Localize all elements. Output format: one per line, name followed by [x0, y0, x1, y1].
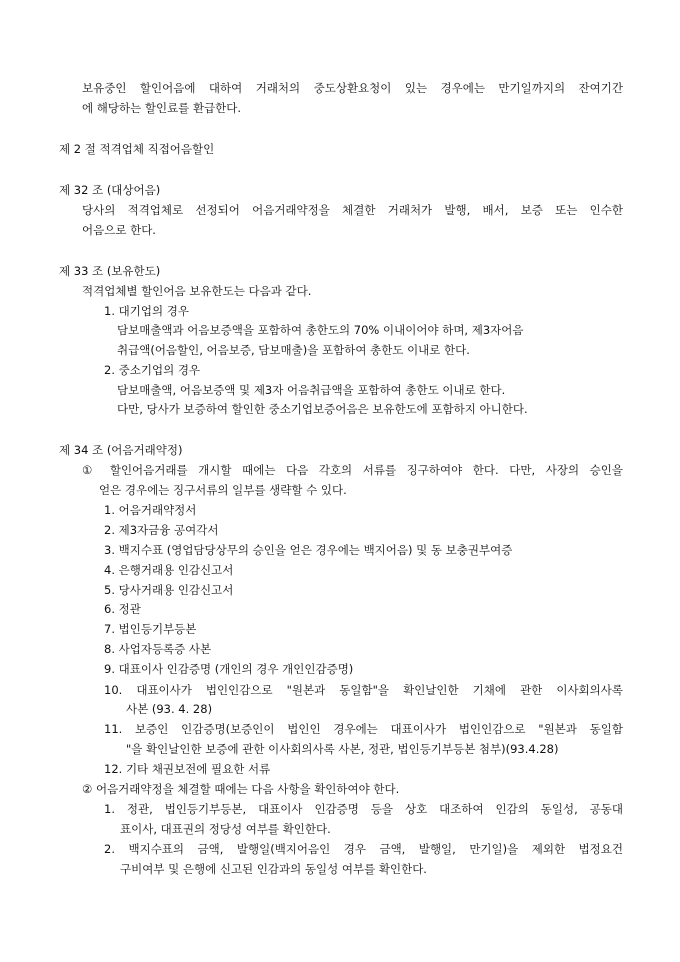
- intro-line-1: 보유중인 할인어음에 대하여 거래처의 중도상환요청이 있는 경우에는 만기일까지의 잔여기간: [82, 81, 623, 95]
- article-33-item-1-line-1: 담보매출액과 어음보증액을 포함하여 총한도의 70% 이내이어야 하며, 제3자어음: [117, 323, 524, 337]
- list-item: 12. 기타 채권보전에 필요한 서류: [104, 762, 271, 776]
- list-item: 3. 백지수표 (영업담당상무의 승인을 얻은 경우에는 백지어음) 및 동 보충권부여증: [104, 543, 513, 557]
- article-32-line-2: 어음으로 한다.: [82, 223, 156, 237]
- intro-line-2: 에 해당하는 할인료를 환급한다.: [82, 101, 242, 115]
- article-34-para-2-item-1-line-1: 1. 정관, 법인등기부등본, 대표이사 인감증명 등을 상호 대조하여 인감의 동일성, 공동대: [104, 802, 623, 816]
- list-item: 10. 대표이사가 법인인감으로 "원본과 동일함"을 확인날인한 기채에 관한 이사회의사록: [104, 683, 623, 697]
- article-34-title: 제 34 조 (어음거래약정): [59, 443, 183, 457]
- article-34-para-2-title: ② 어음거래약정을 체결할 때에는 다음 사항을 확인하여야 한다.: [82, 782, 400, 796]
- list-item: 7. 법인등기부등본: [104, 622, 197, 636]
- article-32-line-1: 당사의 적격업체로 선정되어 어음거래약정을 체결한 거래처가 발행, 배서, 보증 또는 인수한: [82, 203, 623, 217]
- article-33-item-2-line-2: 다만, 당사가 보증하여 할인한 중소기업보증어음은 보유한도에 포함하지 아니한다.: [117, 402, 528, 416]
- list-item: 4. 은행거래용 인감신고서: [104, 563, 234, 577]
- article-33-title: 제 33 조 (보유한도): [59, 264, 161, 278]
- article-33-item-2-line-1: 담보매출액, 어음보증액 및 제3자 어음취급액을 포함하여 총한도 이내로 한다.: [117, 383, 506, 397]
- article-34-para-1-line-2: 얻은 경우에는 징구서류의 일부를 생략할 수 있다.: [99, 483, 347, 497]
- article-33-item-1-title: 1. 대기업의 경우: [104, 304, 189, 318]
- article-34-para-2-item-1-line-2: 표이사, 대표권의 정당성 여부를 확인한다.: [120, 822, 331, 836]
- list-item: 11. 보증인 인감증명(보증인이 법인인 경우에는 대표이사가 법인인감으로 "원본과 동일함: [104, 722, 623, 736]
- list-item-continuation: "을 확인날인한 보증에 관한 이사회의사록 사본, 정관, 법인등기부등본 첨부)(93.4.28): [126, 742, 559, 756]
- article-34-para-1-line-1: ① 할인어음거래를 개시할 때에는 다음 각호의 서류를 징구하여야 한다. 다만, 사장의 승인을: [82, 463, 623, 477]
- list-item-continuation: 사본 (93. 4. 28): [126, 702, 213, 716]
- section-heading: 제 2 절 적격업체 직접어음할인: [59, 142, 215, 156]
- article-32-title: 제 32 조 (대상어음): [59, 183, 161, 197]
- article-34-para-2-item-2-line-2: 구비여부 및 은행에 신고된 인감과의 동일성 여부를 확인한다.: [120, 862, 427, 876]
- article-33-intro: 적격업체별 할인어음 보유한도는 다음과 같다.: [82, 284, 312, 298]
- article-34-para-2-item-2-line-1: 2. 백지수표의 금액, 발행일(백지어음인 경우 금액, 발행일, 만기일)을 제외한 법정요건: [104, 842, 623, 856]
- article-33-item-1-line-2: 취급액(어음할인, 어음보증, 담보매출)을 포함하여 총한도 이내로 한다.: [117, 343, 470, 357]
- list-item: 5. 당사거래용 인감신고서: [104, 583, 234, 597]
- list-item: 2. 제3자금융 공여각서: [104, 523, 219, 537]
- article-33-item-2-title: 2. 중소기업의 경우: [104, 363, 201, 377]
- list-item: 6. 정관: [104, 602, 141, 616]
- list-item: 8. 사업자등록증 사본: [104, 642, 212, 656]
- list-item: 9. 대표이사 인감증명 (개인의 경우 개인인감증명): [104, 662, 354, 676]
- list-item: 1. 어음거래약정서: [104, 503, 197, 517]
